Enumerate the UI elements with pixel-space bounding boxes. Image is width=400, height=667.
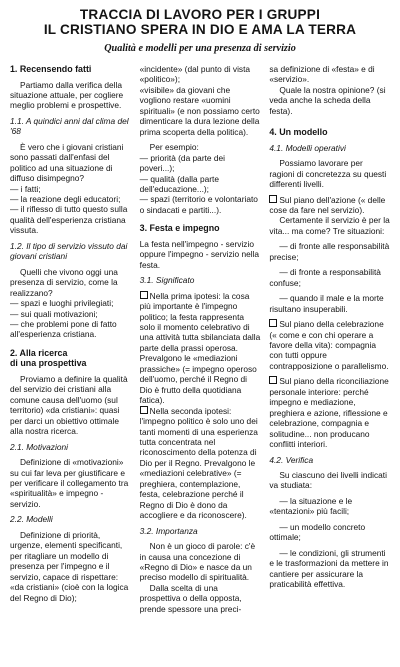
subsection-2-1-title: 2.1. Motivazioni [10,441,68,452]
option-3-text: Sul piano della riconciliazione personale interiore: perché impegno e mediazione, preghiera e azione, riflessione e celebrazione, compagnia e solitudine... non producano conflitti interiori. [269,376,389,450]
subsection-4-2-title: 4.2. Verifica [269,454,314,465]
page-title [10,7,390,37]
list-item: — priorità (da parte dei poveri...); [139,152,226,174]
checkbox-square-icon [140,291,148,299]
section-1-paragraph: Partiamo dalla verifica della situazione attuale, per cogliere meglio problemi e prospettive. [10,79,124,111]
subsection-4-2-paragraph: Su ciascuno dei livelli indicati va studiata: [269,470,387,491]
subsection-3-2-title: 3.2. Importanza [139,525,198,536]
checkbox-square-icon [269,195,277,203]
section-2-heading [10,348,131,369]
hypothesis-2-text: Nella seconda ipotesi: l'impegno politico è solo uno dei tanti momenti di una esperienza tutta concentrata nel riconoscimento della potenza di Dio per il Regno. Prevalgono le «mediazioni celebrative» (= preghiera, contemplazione, festa, celebrazione perché il Regno di Dio è dono da accogliere e da riconoscere). [139,405,258,521]
list-item: — quando il male e la morte risultano insuperabili. [269,293,384,314]
checkbox-square-icon [269,376,277,384]
subsection-1-2-paragraph: Quelli che vivono oggi una presenza di servizio, come la realizzano? [10,266,118,298]
title-line-2: IL CRISTIANO SPERA IN DIO E AMA LA TERRA [43,22,357,37]
subsection-1-2-title: 1.2. Il tipo di servizio vissuto dai giovani cristiani [10,240,128,262]
option-1 [269,195,390,216]
section-3-heading: 3. Festa e impegno [139,223,220,234]
list-item: — di fronte a responsabilità confuse; [269,267,381,288]
list-item: — sui quali motivazioni; [10,308,98,319]
subsection-2-2-paragraph: Definizione di priorità, urgenze, elementi specificanti, per ritagliare un modello di presenza per l'impegno e il servizio, capace di rispettare: «da cristiani» (cioè con la logica del Regno di Dio); [10,529,129,603]
subsection-2-1-paragraph: Definizione di «motivazioni» su cui far leva per giustificare e per verificare il collegamento tra «spiritualità» e impegno - servizio. [10,457,129,509]
hypothesis-1-text: Nella prima ipotesi: la cosa più importante è l'impegno politico; la festa rappresenta solo il momento celebrativo di una attività tutta sbilanciata dalla parte della prassi operosa. Prevalgono le «mediazioni prassiche» (= impegno operoso dell'uomo, perché il Regno di Dio è frutto della quotidiana fatica). [139,290,261,406]
title-line-1: TRACCIA DI LAVORO PER I GRUPPI [79,7,321,22]
list-item: — le condizioni, gli strumenti e le trasformazioni da mettere in cantiere per assicurare la praticabilità effettiva. [269,547,389,590]
subsection-1-1-title: 1.1. A quindici anni dal clima del '68 [10,115,129,137]
list-item: — spazi e luoghi privilegiati; [10,298,114,309]
subsection-3-1-title: 3.1. Significato [139,275,195,286]
hypothesis-2 [140,406,261,521]
subsection-3-2-paragraph: Non è un gioco di parole: c'è in causa una concezione di «Regno di Dio» e nasce da un preciso modello di spiritualità. [139,541,256,583]
checkbox-square-icon [269,319,277,327]
list-item: — che problemi pone di fatto all'esperienza cristiana. [10,319,117,340]
column-1 [10,64,131,665]
paragraph: sa definizione di «festa» e di «servizio». [269,64,375,85]
list-item: — la reazione degli educatori; [10,194,121,205]
subsection-4-1-paragraph: Possiamo lavorare per ragioni di concretezza su questi differenti livelli. [269,158,387,190]
list-item: — spazi (territorio e volontariato o sindacati e partiti...). [139,194,258,215]
section-1-heading: 1. Recensendo fatti [10,64,92,74]
section-2-heading-line-1: 2. Alla ricerca [10,347,68,358]
subsection-3-2-paragraph: Dalla scelta di una prospettiva o della opposta, prende spessore una preci- [139,582,242,614]
option-1-text: Sul piano dell'azione (« delle cose da fare nel servizio). [269,194,386,216]
hypothesis-1 [140,291,261,406]
section-2-heading-line-2: di una prospettiva [10,358,87,369]
section-2-paragraph: Proviamo a definire la qualità del servizio dei cristiani alla comune causa dell'uomo (sul territorio) «da cristiani»: quasi per darci un obiettivo ottimale alla nostra ricerca. [10,373,128,437]
list-item: — il riflesso di tutto questo sulla qualità dell'esperienza cristiana vissuta. [10,204,128,236]
subsection-2-2-title: 2.2. Modelli [10,514,53,525]
option-2-text: Sul piano della celebrazione (« come e con chi operare a favore della vita): compagnia con tutti oppure contrapposizione o parallelismo. [269,319,389,371]
checkbox-square-icon [140,406,148,414]
text-columns [10,64,390,665]
page-subtitle: Qualità e modelli per una presenza di servizio [104,43,296,54]
subsection-4-1-title: 4.1. Modelli operativi [269,142,346,153]
paragraph: Quale la nostra opinione? (si veda anche la scheda della festa). [269,84,386,116]
option-3 [269,376,390,449]
section-4-heading: 4. Un modello [269,127,328,138]
paragraph: «visibile» da giovani che vogliono restare «uomini spirituali» (e non possiamo certo dimenticare la dura lezione della prima scoperta della politica). [139,84,260,137]
section-3-paragraph: La festa nell'impegno - servizio oppure l'impegno - servizio nella festa. [139,238,260,270]
list-item: — di fronte alle responsabilità precise; [269,241,390,262]
example-intro: Per esempio: [149,142,199,153]
list-item: — i fatti; [10,183,41,194]
subsection-1-1-paragraph: È vero che i giovani cristiani sono passati dall'enfasi del politico ad una situazione di diffuso disimpegno? [10,141,124,184]
list-item: — un modello concreto ottimale; [269,521,366,543]
option-2 [269,319,390,371]
list-item: — qualità (dalla parte dell'educazione...); [139,173,219,194]
column-3 [269,64,390,665]
option-1-paragraph: Certamente il servizio è per la vita... ma come? Tre situazioni: [269,215,390,236]
column-2 [140,64,261,665]
list-item: — la situazione e le «tentazioni» più facili; [269,495,353,517]
paragraph: «incidente» (dal punto di vista «politico»); [139,64,251,85]
